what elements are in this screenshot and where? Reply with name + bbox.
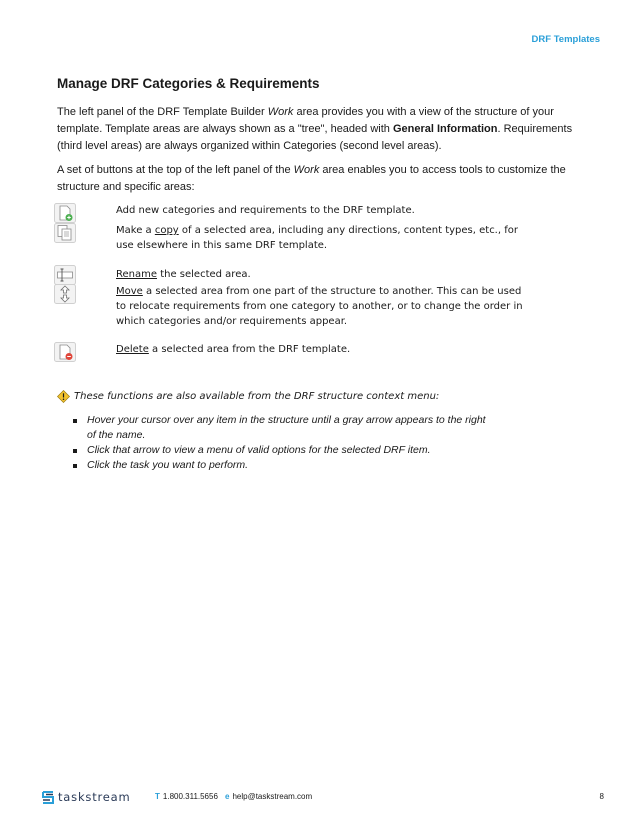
tool-delete-post: a selected area from the DRF template. xyxy=(148,344,351,355)
context-menu-note xyxy=(57,390,439,403)
page-title: Manage DRF Categories & Requirements xyxy=(57,76,320,91)
tool-rename-text xyxy=(116,267,534,282)
tool-copy-text xyxy=(116,223,534,253)
page-footer xyxy=(42,790,604,806)
list-item: Click the task you want to perform. xyxy=(70,458,490,473)
tool-list xyxy=(54,203,534,362)
buttons-paragraph xyxy=(57,162,597,196)
logo-text: taskstream xyxy=(58,790,131,804)
running-header: DRF Templates xyxy=(531,34,600,45)
copy-icon xyxy=(54,223,76,243)
add-page-icon xyxy=(54,203,76,223)
tool-add xyxy=(54,203,534,223)
delete-page-icon xyxy=(54,342,76,362)
move-icon xyxy=(54,284,76,304)
intro-text: area provides you with a view of the structure of your template. Template areas are always shown as a "tree", headed with xyxy=(57,106,554,135)
tool-delete-text xyxy=(116,342,534,357)
buttons-text: area enables you to access tools to customize the structure and specific areas: xyxy=(57,164,566,193)
footer-email xyxy=(225,792,312,801)
email-link[interactable]: help@taskstream.com xyxy=(232,792,313,801)
tool-move-text xyxy=(116,284,534,329)
warning-icon xyxy=(57,390,70,403)
tool-copy-post: of a selected area, including any directions, content types, etc., for use elsewhere in this same DRF template. xyxy=(116,225,518,251)
page-number: 8 xyxy=(599,792,604,801)
intro-paragraph xyxy=(57,104,597,155)
taskstream-logo-icon xyxy=(42,791,54,804)
tool-copy-pre: Make a xyxy=(116,225,155,236)
rename-icon xyxy=(54,265,76,285)
intro-text: . Requirements (third level areas) are always organized within Categories (second level areas). xyxy=(57,123,573,152)
tool-delete xyxy=(54,342,534,362)
tool-add-text: Add new categories and requirements to the DRF template. xyxy=(116,205,415,216)
intro-text: The left panel of the DRF Template Builder xyxy=(57,106,268,118)
tool-move xyxy=(54,284,534,342)
delete-link[interactable]: Delete xyxy=(116,344,149,355)
tool-copy xyxy=(54,223,534,267)
note-text: These functions are also available from the DRF structure context menu: xyxy=(74,391,440,402)
buttons-text: A set of buttons at the top of the left panel of the xyxy=(57,164,294,176)
context-menu-steps xyxy=(70,413,490,473)
email-prefix: e xyxy=(225,792,230,801)
tool-rename xyxy=(54,267,534,284)
rename-link[interactable]: Rename xyxy=(116,269,158,280)
tool-move-post: a selected area from one part of the structure to another. This can be used to relocate requirements from one category to another, or to change the order in which categories and/or requirements appear. xyxy=(116,286,523,327)
phone-number: 1.800.311.5656 xyxy=(162,792,218,801)
tool-rename-post: the selected area. xyxy=(157,269,251,280)
copy-link[interactable]: copy xyxy=(154,225,179,236)
taskstream-logo xyxy=(42,790,131,804)
list-item: Click that arrow to view a menu of valid options for the selected DRF item. xyxy=(70,443,490,458)
footer-phone xyxy=(155,792,218,801)
phone-prefix: T xyxy=(155,792,160,801)
buttons-work-term: Work xyxy=(293,164,320,176)
intro-work-term: Work xyxy=(267,106,294,118)
list-item: Hover your cursor over any item in the structure until a gray arrow appears to the right of the name. xyxy=(70,413,490,443)
intro-general-info-term: General Information xyxy=(392,123,498,135)
move-link[interactable]: Move xyxy=(116,286,143,297)
